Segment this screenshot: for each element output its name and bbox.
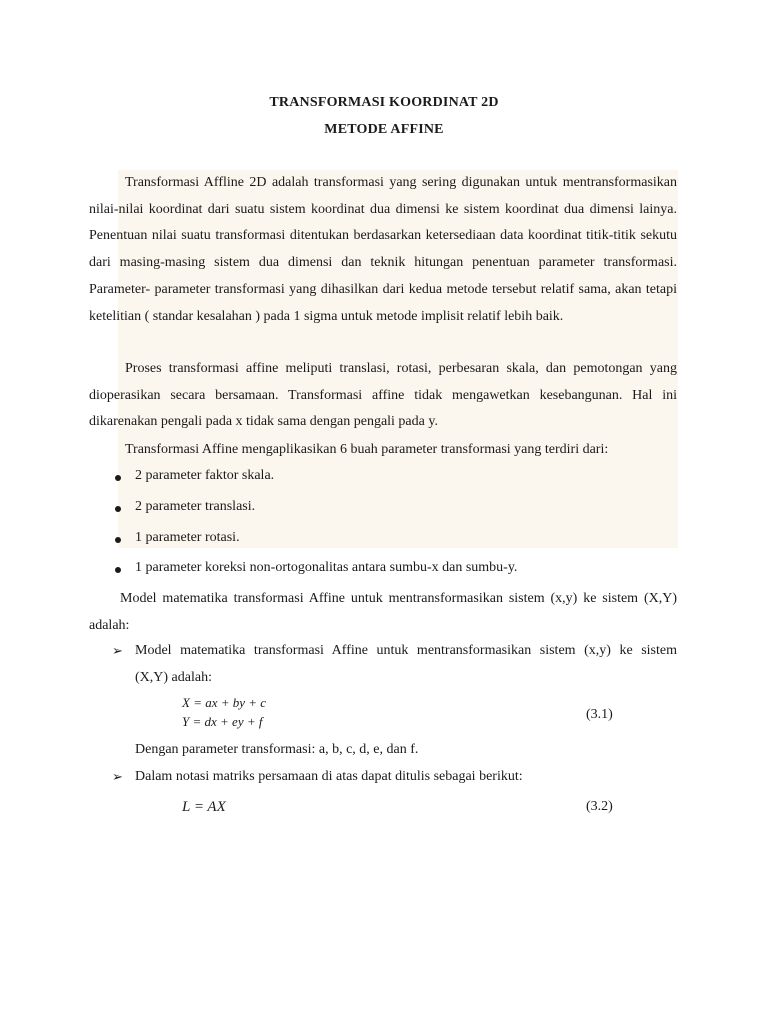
bullet-icon: [115, 506, 121, 512]
bullet-text: 2 parameter translasi.: [135, 499, 256, 514]
paragraph-intro: Transformasi Affline 2D adalah transformasi yang sering digunakan untuk mentransformasikan nilai-nilai koordinat dari suatu sistem koordinat dua dimensi ke sistem koordinat dua dimensi lainya. Penentuan nilai suatu transformasi ditentukan berdasarkan ketersediaan data koordinat titik-titik sekutu dari masing-masing sistem dua dimensi dan teknik hitungan penentuan parameter transformasi. Parameter- parameter transformasi yang dihasilkan dari kedua metode tersebut relatif sama, akan tetapi ketelitian ( standar kesalahan ) pada 1 sigma untuk metode implisit relatif lebih baik.: [89, 175, 677, 324]
bullet-icon: [115, 537, 121, 543]
bullet-icon: [115, 475, 121, 481]
arrowhead-right-icon: ➢: [112, 644, 123, 659]
document-subtitle: METODE AFFINE: [324, 122, 444, 137]
equation-number: (3.1): [586, 707, 613, 722]
arrow-item-text: Model matematika transformasi Affine untuk mentransformasikan sistem (x,y) ke sistem: [135, 643, 677, 658]
paragraph-process: Proses transformasi affine meliputi translasi, rotasi, perbesaran skala, dan pemotongan yang dioperasikan secara bersamaan. Transformasi affine tidak mengawetkan kesebangunan. Hal ini dikarenakan pengali pada x tidak sama dengan pengali pada y.: [89, 361, 677, 430]
bullet-icon: [115, 567, 121, 573]
equation-x: X = ax + by + c: [182, 695, 267, 710]
document-title: TRANSFORMASI KOORDINAT 2D: [269, 95, 499, 110]
paragraph-model: Model matematika transformasi Affine untuk mentransformasikan sistem (x,y) ke sistem (X,Y) adalah:: [89, 591, 677, 633]
equation-number: (3.2): [586, 799, 613, 814]
arrow-item-text-continued: (X,Y) adalah:: [135, 670, 212, 685]
parameter-list-text: Dengan parameter transformasi: a, b, c, d, e, dan f.: [135, 742, 419, 757]
bullet-text: 1 parameter rotasi.: [135, 530, 240, 545]
arrow-item-text: Dalam notasi matriks persamaan di atas dapat ditulis sebagai berikut:: [135, 769, 523, 784]
bullet-text: 1 parameter koreksi non-ortogonalitas antara sumbu-x dan sumbu-y.: [135, 560, 518, 575]
equation-y: Y = dx + ey + f: [182, 714, 263, 729]
paragraph-parameters: Transformasi Affine mengaplikasikan 6 buah parameter transformasi yang terdiri dari:: [125, 442, 609, 457]
bullet-text: 2 parameter faktor skala.: [135, 468, 275, 483]
arrowhead-right-icon: ➢: [112, 770, 123, 785]
equation-matrix: L = AX: [182, 799, 226, 815]
